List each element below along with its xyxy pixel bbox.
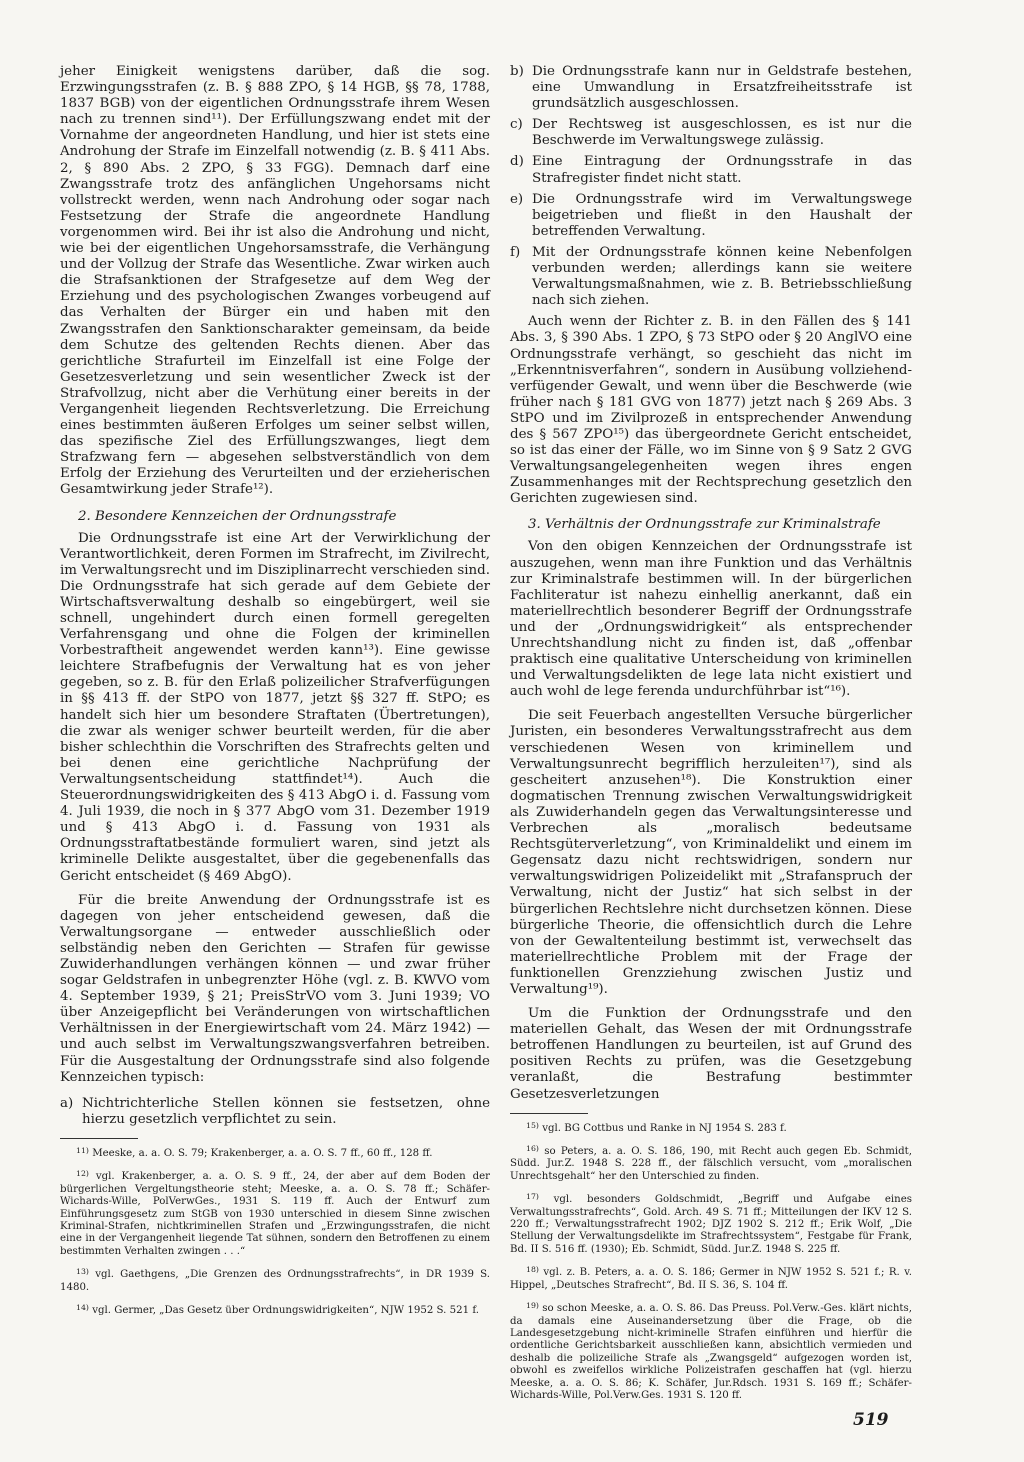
footnote-text: vgl. BG Cottbus und Ranke in NJ 1954 S. 283 f.: [542, 1122, 787, 1134]
list-item-label: e): [510, 191, 524, 207]
intro-paragraph: jeher Einigkeit wenigstens darüber, daß die sog. Erzwingungsstrafen (z. B. § 888 ZPO, § 14 HGB, §§ 78, 1788, 1837 BGB) von der eigentlichen Ordnungsstrafe ihrem Wesen nach zu trennen sind¹¹). Der Erfüllungszwang endet mit der Vornahme der angeordneten Handlung, und hier ist stets eine Androhung der Strafe im Einzelfall notwendig (z. B. § 411 Abs. 2, § 890 Abs. 2 ZPO, § 33 FGG). Demnach darf eine Zwangsstrafe trotz des anfänglichen Ungehorsams nicht vollstreckt werden, wenn nach Androhung oder sogar nach Festsetzung der Strafe die angeordnete Handlung vorgenommen wird. Bei ihr ist also die Androhung und nicht, wie bei der eigentlichen Ungehorsamsstrafe, die Verhängung und der Vollzug der Strafe das Wesentliche. Zwar wirken auch die Strafsanktionen der Strafgesetze auf dem Weg der Erziehung und des psychologischen Zwanges vorbeugend auf das Verhalten der Bürger ein und haben mit den Zwangsstrafen den Sanktionscharakter gemeinsam, da beide dem Schutze des geltenden Rechts dienen. Aber das gerichtliche Strafurteil im Einzelfall ist eine Folge der Gesetzesverletzung und sein wesentlicher Zweck ist der Strafvollzug, nicht aber die Verhütung einer bereits in der Vergangenheit liegenden Rechtsverletzung. Die Erreichung eines bestimmten äußeren Erfolges um seiner selbst willen, das spezifische Ziel des Erfüllungszwanges, liegt dem Strafzwang fern — abgesehen selbstverständlich von dem Erfolg der Erziehung des Verurteilten und der erzieherischen Gesamtwirkung jeder Strafe¹²).: [60, 64, 490, 498]
right-column: [510, 64, 912, 1410]
footnote-text: vgl. z. B. Peters, a. a. O. S. 186; Germer in NJW 1952 S. 521 f.; R. v. Hippel, „Deutsches Strafrecht“, Bd. II S. 36, S. 104 ff.: [510, 1267, 912, 1291]
page-number: 519: [853, 1410, 889, 1430]
richter-paragraph: Auch wenn der Richter z. B. in den Fällen des § 141 Abs. 3, § 390 Abs. 1 ZPO, § 73 StPO oder § 20 AnglVO eine Ordnungsstrafe verhängt, so geschieht das nicht im „Erkenntnisverfahren“, sondern in Ausübung vollziehend-verfügender Gewalt, und wenn über die Beschwerde (wie früher nach § 181 GVG von 1877) jetzt nach § 269 Abs. 3 StPO und im Zivilprozeß in entsprechender Anwendung des § 567 ZPO¹⁵) das übergeordnete Gericht entscheidet, so ist das einer der Fälle, wo im Sinne von § 9 Satz 2 GVG Verwaltungsangelegenheiten wegen ihres engen Zusammenhanges mit der Rechtsprechung gesetzlich den Gerichten zugewiesen sind.: [510, 314, 912, 507]
list-item-text: Die Ordnungsstrafe wird im Verwaltungswege beigetrieben und fließt in den Haushalt der betreffenden Verwaltung.: [532, 191, 912, 239]
list-item-text: Die Ordnungsstrafe kann nur in Geldstrafe bestehen, eine Umwandlung in Ersatzfreiheitsstrafe ist grundsätzlich ausgeschlossen.: [532, 64, 912, 112]
section-3-paragraph-1: Von den obigen Kennzeichen der Ordnungsstrafe ist auszugehen, wenn man ihre Funktion und das Verhältnis zur Kriminalstrafe bestimmen will. In der bürgerlichen Fachliteratur ist nahezu einhellig anerkannt, daß ein materiellrechtlich besonderer Begriff der Ordnungsstrafe und der „Ordnungswidrigkeit“ als entsprechender Unrechtshandlung nicht zu finden ist, daß „offenbar praktisch eine qualitative Unterscheidung von kriminellen und Verwaltungsdelikten de lege lata nicht existiert und auch wohl de lege ferenda undurchführbar ist“¹⁶).: [510, 539, 912, 700]
list-item-label: c): [510, 117, 523, 133]
list-item-text: Mit der Ordnungsstrafe können keine Nebenfolgen verbunden werden; allerdings kann sie weitere Verwaltungsmaßnahmen, wie z. B. Betriebsschließung nach sich ziehen.: [532, 244, 912, 309]
list-item-d: [510, 154, 912, 186]
footnote-number: 16): [526, 1144, 539, 1154]
footnote-number: 17): [526, 1192, 539, 1202]
footnote-text: so schon Meeske, a. a. O. S. 86. Das Preuss. Pol.Verw.-Ges. klärt nichts, da damals eine Auseinandersetzung über die Frage, ob die Landesgesetzgebung nicht-kriminelle Strafen einführen und hierfür die ordentliche Gerichtsbarkeit ausschließen kann, absichtlich vermieden und deshalb die polizeiliche Strafe als „Zwangsgeld“ aufgezogen worden ist, obwohl es zweifellos wirkliche Polizeistrafen geschaffen hat (vgl. hierzu Meeske, a. a. O. S. 86; K. Schäfer, Jur.Rdsch. 1931 S. 169 ff.; Schäfer-Wichards-Wille, Pol.Verw.Ges. 1931 S. 120 ff.: [510, 1303, 912, 1401]
section-2-heading: 2. Besondere Kennzeichen der Ordnungsstrafe: [78, 508, 397, 524]
section-3-paragraph-3: Um die Funktion der Ordnungsstrafe und den materiellen Gehalt, das Wesen der mit Ordnungsstrafe betroffenen Handlungen zu beurteilen, ist auf Grund des positiven Rechts zu prüfen, was die Gesetzgebung veranlaßt, die Bestrafung bestimmter Gesetzesverletzungen: [510, 1006, 912, 1102]
footnote-number: 12): [76, 1169, 89, 1179]
footnote-number: 11): [76, 1145, 89, 1155]
footnote-14: [60, 1302, 490, 1317]
list-item-label: f): [510, 244, 521, 260]
footnote-text: vgl. besonders Goldschmidt, „Begriff und Aufgabe eines Verwaltungsstrafrechts“, Gold. Arch. 49 S. 71 ff.; Mitteilungen der IKV 12 S. 220 ff.; Verwaltungsstrafrecht 1902; DJZ 1902 S. 212 ff.; Erik Wolf, „Die Stellung der Verwaltungsdelikte im Strafrechtssystem“, Festgabe für Frank, Bd. II S. 516 ff. (1930); Eb. Schmidt, Südd. Jur.Z. 1948 S. 225 ff.: [510, 1194, 912, 1255]
footnote-number: 13): [76, 1267, 89, 1277]
section-2-paragraph-1: Die Ordnungsstrafe ist eine Art der Verwirklichung der Verantwortlichkeit, deren Formen im Strafrecht, im Zivilrecht, im Verwaltungsrecht und im Disziplinarrecht verschieden sind. Die Ordnungsstrafe hat sich gerade auf dem Gebiete der Wirtschaftsverwaltung deshalb so eingebürgert, weil sie schnell, ungehindert durch einen formell geregelten Verfahrensgang und ohne die Folgen der kriminellen Vorbestraftheit angewendet werden kann¹³). Eine gewisse leichtere Strafbefugnis der Verwaltung hat es von jeher gegeben, so z. B. für den Erlaß polizeilicher Strafverfügungen in §§ 413 ff. der StPO von 1877, jetzt §§ 327 ff. StPO; es handelt sich hier um besondere Straftaten (Übertretungen), die zwar als weniger schwer beurteilt werden, für die aber bisher schlechthin die Vorschriften des Strafrechts gelten und bei denen eine gerichtliche Nachprüfung der Verwaltungsentscheidung stattfindet¹⁴). Auch die Steuerordnungswidrigkeiten des § 413 AbgO i. d. Fassung vom 4. Juli 1939, die noch in § 377 AbgO vom 31. Dezember 1919 und § 413 AbgO i. d. Fassung von 1931 als Ordnungsstraftatbestände formuliert waren, sind jetzt als kriminelle Delikte ausgestaltet, über die gegebenenfalls das Gericht entscheidet (§ 469 AbgO).: [60, 530, 490, 884]
footnote-number: 15): [526, 1120, 539, 1130]
section-3-paragraph-2: Die seit Feuerbach angestellten Versuche bürgerlicher Juristen, ein besonderes Verwaltungsstrafrecht aus dem verschiedenen Wesen von kriminellem und Verwaltungsunrecht begrifflich herzuleiten¹⁷), sind als gescheitert anzusehen¹⁸). Die Konstruktion einer dogmatischen Trennung zwischen Verwaltungswidrigkeit als Zuwiderhandeln gegen das Verwaltungsinteresse und Verbrechen als „moralisch bedeutsame Rechtsgüterverletzung“, von Kriminaldelikt und einem im Gegensatz dazu nicht rechtswidrigen, sondern nur verwaltungswidrigen Polizeidelikt mit „Strafanspruch der Verwaltung, nicht der Justiz“ hat sich selbst in der bürgerlichen Rechtslehre nicht durchsetzen können. Diese bürgerliche Theorie, die offensichtlich durch die Lehre von der Gewaltenteilung bestimmt ist, verwechselt das materiellrechtliche Problem mit der Frage der funktionellen Grenzziehung zwischen Justiz und Verwaltung¹⁹).: [510, 708, 912, 997]
list-item-text: Eine Eintragung der Ordnungsstrafe in das Strafregister findet nicht statt.: [532, 154, 912, 186]
footnote-text: Meeske, a. a. O. S. 79; Krakenberger, a. a. O. S. 7 ff., 60 ff., 128 ff.: [92, 1147, 433, 1159]
list-item-text: Der Rechtsweg ist ausgeschlossen, es ist nur die Beschwerde im Verwaltungswege zulässig.: [532, 117, 912, 149]
list-item-label: a): [60, 1095, 74, 1111]
footnote-18: [510, 1264, 912, 1292]
footnote-text: vgl. Germer, „Das Gesetz über Ordnungswidrigkeiten“, NJW 1952 S. 521 f.: [92, 1304, 479, 1316]
left-column: [60, 64, 490, 1325]
footnote-divider: [60, 1138, 138, 1139]
list-item-label: d): [510, 154, 524, 170]
footnote-19: [510, 1300, 912, 1402]
section-2-paragraph-2: Für die breite Anwendung der Ordnungsstrafe ist es dagegen von jeher entscheidend gewesen, daß die Verwaltungsorgane — entweder ausschließlich oder selbständig neben den Gerichten — Strafen für gewisse Zuwiderhandlungen verhängen können — und zwar früher sogar Geldstrafen in unbegrenzter Höhe (vgl. z. B. KWVO vom 4. September 1939, § 21; PreisStrVO vom 3. Juni 1939; VO über Anzeigepflicht bei Veränderungen von wirtschaftlichen Verhältnissen in der Energiewirtschaft vom 24. März 1942) — und auch selbst im Verwaltungszwangsverfahren betreiben. Für die Ausgestaltung der Ordnungsstrafe sind also folgende Kennzeichen typisch:: [60, 892, 490, 1085]
list-item-a: [60, 1096, 490, 1128]
list-item-b: [510, 64, 912, 112]
footnote-12: [60, 1168, 490, 1258]
footnote-text: so Peters, a. a. O. S. 186, 190, mit Recht auch gegen Eb. Schmidt, Südd. Jur.Z. 1948 S. 228 ff., der fälschlich versucht, vom „moralischen Unrechtsgehalt“ her den Unterschied zu finden.: [510, 1146, 912, 1182]
footnote-13: [60, 1266, 490, 1294]
footnote-number: 14): [76, 1302, 89, 1312]
list-item-label: b): [510, 64, 524, 79]
list-item-text: Nichtrichterliche Stellen können sie festsetzen, ohne hierzu gesetzlich verpflichtet zu sein.: [82, 1095, 490, 1127]
footnote-number: 18): [526, 1265, 539, 1275]
footnote-16: [510, 1143, 912, 1183]
footnote-17: [510, 1191, 912, 1256]
footnote-text: vgl. Gaethgens, „Die Grenzen des Ordnungsstrafrechts“, in DR 1939 S. 1480.: [60, 1269, 490, 1293]
footnote-15: [510, 1120, 912, 1135]
list-item-c: [510, 117, 912, 149]
footnote-divider: [510, 1113, 588, 1114]
footnote-number: 19): [526, 1301, 539, 1311]
list-item-e: [510, 192, 912, 240]
footnote-11: [60, 1145, 490, 1160]
list-item-f: [510, 245, 912, 309]
section-3-heading: 3. Verhältnis der Ordnungsstrafe zur Kriminalstrafe: [528, 517, 881, 533]
footnote-text: vgl. Krakenberger, a. a. O. S. 9 ff., 24, der aber auf dem Boden der bürgerlichen Vergeltungstheorie steht; Meeske, a. a. O. S. 78 ff.; Schäfer-Wichards-Wille, PolVerwGes., 1931 S. 119 ff. Auch der Entwurf zum Einführungsgesetz zum StGB von 1930 unterschied in diesem Sinne zwischen Kriminal-Strafen, nichtkriminellen Strafen und „Erzwingungsstrafen, die nicht eine in der Vergangenheit liegende Tat sühnen, sondern den Betroffenen zu einem bestimmten Verhalten zwingen . . .“: [60, 1171, 490, 1257]
